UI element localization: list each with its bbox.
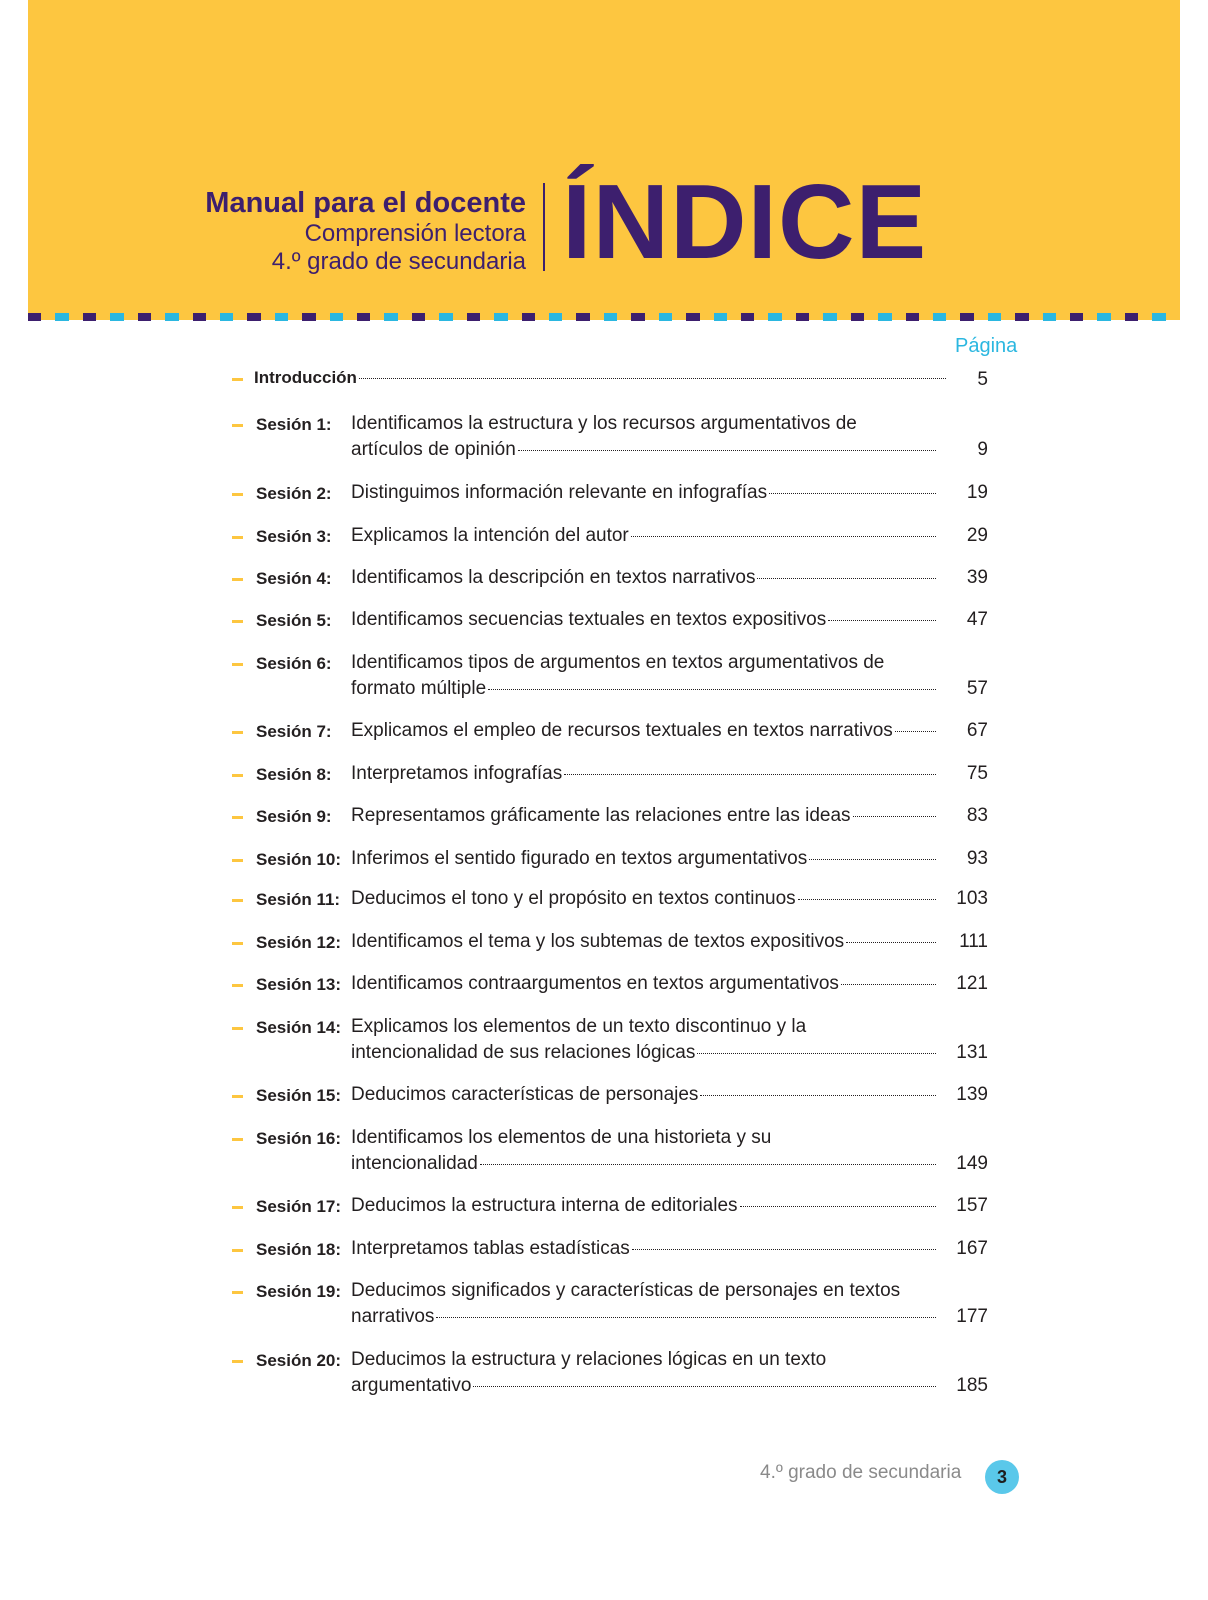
session-title-text: Explicamos el empleo de recursos textuales en textos narrativos [351, 720, 893, 741]
session-title [351, 523, 936, 549]
session-title-text: Deducimos la estructura y relaciones lógicas en un texto [351, 1349, 827, 1370]
page-column-label: Página [955, 335, 1018, 357]
bullet-dash [232, 663, 243, 666]
bullet-dash [232, 378, 243, 381]
leader-dots [359, 378, 946, 379]
leader-dots [769, 493, 936, 494]
session-title-text: Identificamos la descripción en textos narrativos [351, 567, 756, 588]
stripe-segment [659, 313, 672, 321]
session-page-number: 177 [956, 1306, 988, 1327]
session-title-text: Distinguimos información relevante en infografías [351, 482, 768, 503]
session-label: Sesión 16: [256, 1129, 342, 1148]
session-title-text: artículos de opinión [351, 439, 516, 460]
stripe-segment [522, 313, 535, 321]
session-label: Sesión 15: [256, 1086, 342, 1105]
leader-dots [740, 1206, 936, 1207]
bullet-dash [232, 731, 243, 734]
bullet-dash [232, 578, 243, 581]
session-label: Sesión 18: [256, 1240, 342, 1259]
stripe-segment [83, 313, 96, 321]
session-title [351, 803, 936, 829]
session-page-number: 139 [956, 1084, 988, 1105]
session-title-text: Explicamos los elementos de un texto discontinuo y la [351, 1016, 807, 1037]
course-name: Comprensión lectora [304, 220, 526, 247]
page-number-badge: 3 [985, 1460, 1019, 1494]
session-title-line [351, 437, 936, 463]
bullet-dash [232, 1138, 243, 1141]
session-title [351, 886, 936, 912]
session-title-text: Identificamos el tema y los subtemas de textos expositivos [351, 931, 845, 952]
session-title-line [351, 1304, 936, 1330]
session-page-number: 47 [966, 609, 988, 630]
stripe-segment [1043, 313, 1056, 321]
session-title [351, 565, 936, 591]
session-title [351, 607, 936, 633]
stripe-segment [110, 313, 123, 321]
stripe-segment [1097, 313, 1110, 321]
session-label: Sesión 7: [256, 722, 332, 741]
session-title-line [351, 1347, 936, 1373]
session-title [351, 1236, 936, 1262]
bullet-dash [232, 1249, 243, 1252]
session-title-text: Identificamos los elementos de una historieta y su [351, 1127, 772, 1148]
session-title-line [351, 1193, 936, 1219]
session-label: Sesión 2: [256, 484, 332, 503]
session-page-number: 83 [966, 805, 988, 826]
session-title-text: Deducimos la estructura interna de editoriales [351, 1195, 738, 1216]
session-title-text: Identificamos contraargumentos en textos argumentativos [351, 973, 839, 994]
session-label: Sesión 13: [256, 975, 342, 994]
session-page-number: 149 [956, 1153, 988, 1174]
session-title [351, 1347, 936, 1399]
session-title-text: Deducimos significados y características de personajes en textos [351, 1280, 901, 1301]
session-title-line [351, 676, 936, 702]
stripe-segment [851, 313, 864, 321]
stripe-segment [247, 313, 260, 321]
stripe-segment [1070, 313, 1083, 321]
header-subtitle-block [205, 186, 526, 276]
session-page-number: 111 [959, 931, 988, 952]
session-title [351, 761, 936, 787]
session-page-number: 103 [956, 888, 988, 909]
bullet-dash [232, 1360, 243, 1363]
session-label: Sesión 20: [256, 1351, 342, 1370]
stripe-segment [768, 313, 781, 321]
header-divider [543, 183, 545, 271]
session-title-line [351, 1236, 936, 1262]
session-title-line [351, 846, 936, 872]
stripe-segment [631, 313, 644, 321]
leader-dots [841, 984, 936, 985]
session-label: Sesión 5: [256, 611, 332, 630]
stripe-segment [988, 313, 1001, 321]
session-title [351, 846, 936, 872]
session-page-number: 29 [966, 525, 988, 546]
session-title-line [351, 607, 936, 633]
leader-dots [853, 816, 936, 817]
session-title-line [351, 1040, 936, 1066]
session-title-line [351, 761, 936, 787]
session-title-text: Interpretamos infografías [351, 763, 563, 784]
session-title-text: intencionalidad [351, 1153, 478, 1174]
session-label: Sesión 14: [256, 1018, 342, 1037]
session-title-line [351, 650, 936, 676]
session-label: Sesión 1: [256, 415, 332, 434]
leader-dots [697, 1053, 936, 1054]
session-title [351, 650, 936, 702]
leader-dots [632, 1249, 936, 1250]
session-title [351, 480, 936, 506]
leader-dots [757, 578, 936, 579]
stripe-segment [384, 313, 397, 321]
session-label: Sesión 9: [256, 807, 332, 826]
session-page-number: 19 [966, 482, 988, 503]
stripe-segment [741, 313, 754, 321]
leader-dots [564, 774, 936, 775]
session-page-number: 57 [966, 678, 988, 699]
session-title [351, 718, 936, 744]
grade-label: 4.º grado de secundaria [271, 248, 526, 275]
session-label: Sesión 4: [256, 569, 332, 588]
session-title-line [351, 523, 936, 549]
session-title-text: Explicamos la intención del autor [351, 525, 629, 546]
stripe-segment [604, 313, 617, 321]
stripe-segment [549, 313, 562, 321]
bullet-dash [232, 1027, 243, 1030]
session-page-number: 67 [966, 720, 988, 741]
session-title [351, 1193, 936, 1219]
session-title-text: narrativos [351, 1306, 435, 1327]
stripe-segment [686, 313, 699, 321]
session-label: Sesión 19: [256, 1282, 342, 1301]
session-title-line [351, 971, 936, 997]
bullet-dash [232, 1095, 243, 1098]
session-page-number: 157 [956, 1195, 988, 1216]
manual-title: Manual para el docente [205, 187, 526, 219]
intro-line [254, 368, 946, 388]
session-title-line [351, 480, 936, 506]
bullet-dash [232, 620, 243, 623]
bullet-dash [232, 1206, 243, 1209]
session-title-text: intencionalidad de sus relaciones lógicas [351, 1042, 696, 1063]
session-title-line [351, 929, 936, 955]
leader-dots [798, 899, 936, 900]
stripe-segment [823, 313, 836, 321]
session-page-number: 39 [966, 567, 988, 588]
session-title-line [351, 1278, 936, 1304]
session-title [351, 1125, 936, 1177]
session-title-line [351, 1014, 936, 1040]
session-label: Sesión 11: [256, 890, 341, 909]
stripe-segment [933, 313, 946, 321]
session-title-line [351, 803, 936, 829]
bullet-dash [232, 493, 243, 496]
stripe-segment [28, 313, 41, 321]
bullet-dash [232, 859, 243, 862]
stripe-segment [1152, 313, 1165, 321]
stripe-segment [55, 313, 68, 321]
session-title-text: Inferimos el sentido figurado en textos argumentativos [351, 848, 808, 869]
stripe-segment [302, 313, 315, 321]
stripe-segment [330, 313, 343, 321]
leader-dots [700, 1095, 936, 1096]
session-page-number: 121 [956, 973, 988, 994]
footer-grade: 4.º grado de secundaria [760, 1462, 962, 1483]
leader-dots [436, 1317, 936, 1318]
stripe-segment [906, 313, 919, 321]
session-page-number: 131 [956, 1042, 988, 1063]
session-title-text: formato múltiple [351, 678, 487, 699]
stripe-segment [439, 313, 452, 321]
session-title-text: Identificamos secuencias textuales en textos expositivos [351, 609, 827, 630]
leader-dots [473, 1386, 936, 1387]
leader-dots [631, 536, 936, 537]
bullet-dash [232, 424, 243, 427]
session-title-line [351, 1151, 936, 1177]
bullet-dash [232, 774, 243, 777]
session-title-text: Representamos gráficamente las relaciones entre las ideas [351, 805, 851, 826]
session-label: Sesión 17: [256, 1197, 342, 1216]
bullet-dash [232, 816, 243, 819]
bullet-dash [232, 984, 243, 987]
session-label: Sesión 6: [256, 654, 332, 673]
session-title-line [351, 1125, 936, 1151]
session-label: Sesión 10: [256, 850, 342, 869]
session-title-text: Deducimos características de personajes [351, 1084, 699, 1105]
session-label: Sesión 3: [256, 527, 332, 546]
session-title-line [351, 1082, 936, 1108]
stripe-segment [165, 313, 178, 321]
session-title-line [351, 411, 936, 437]
session-title [351, 1082, 936, 1108]
stripe-segment [714, 313, 727, 321]
stripe-segment [1015, 313, 1028, 321]
stripe-segment [193, 313, 206, 321]
session-label: Sesión 8: [256, 765, 332, 784]
stripe-segment [960, 313, 973, 321]
stripe-segment [467, 313, 480, 321]
session-title [351, 1014, 936, 1066]
stripe-segment [138, 313, 151, 321]
session-label: Sesión 12: [256, 933, 342, 952]
decorative-stripe [28, 313, 1180, 321]
session-title [351, 411, 936, 463]
session-page-number: 167 [956, 1238, 988, 1259]
session-title [351, 1278, 936, 1330]
session-page-number: 93 [966, 848, 988, 869]
session-title-text: Identificamos la estructura y los recursos argumentativos de [351, 413, 857, 434]
session-title-line [351, 1373, 936, 1399]
session-title-text: Identificamos tipos de argumentos en textos argumentativos de [351, 652, 885, 673]
session-page-number: 9 [977, 439, 988, 460]
bullet-dash [232, 942, 243, 945]
stripe-segment [494, 313, 507, 321]
stripe-segment [220, 313, 233, 321]
bullet-dash [232, 1291, 243, 1294]
leader-dots [488, 689, 936, 690]
session-title-text: argumentativo [351, 1375, 472, 1396]
session-title-text: Interpretamos tablas estadísticas [351, 1238, 630, 1259]
page-title: ÍNDICE [562, 163, 928, 281]
stripe-segment [878, 313, 891, 321]
session-title-line [351, 565, 936, 591]
bullet-dash [232, 536, 243, 539]
leader-dots [480, 1164, 936, 1165]
session-title [351, 929, 936, 955]
stripe-segment [796, 313, 809, 321]
leader-dots [518, 450, 936, 451]
stripe-segment [1125, 313, 1138, 321]
session-title-line [351, 886, 936, 912]
intro-title: Introducción [254, 368, 357, 387]
stripe-segment [576, 313, 589, 321]
leader-dots [828, 620, 936, 621]
leader-dots [846, 942, 936, 943]
stripe-segment [357, 313, 370, 321]
leader-dots [809, 859, 936, 860]
stripe-segment [412, 313, 425, 321]
session-title-text: Deducimos el tono y el propósito en textos continuos [351, 888, 796, 909]
stripe-segment [275, 313, 288, 321]
session-page-number: 185 [956, 1375, 988, 1396]
session-title [351, 971, 936, 997]
bullet-dash [232, 899, 243, 902]
session-title-line [351, 718, 936, 744]
session-page-number: 75 [966, 763, 988, 784]
intro-page-number: 5 [977, 369, 988, 390]
